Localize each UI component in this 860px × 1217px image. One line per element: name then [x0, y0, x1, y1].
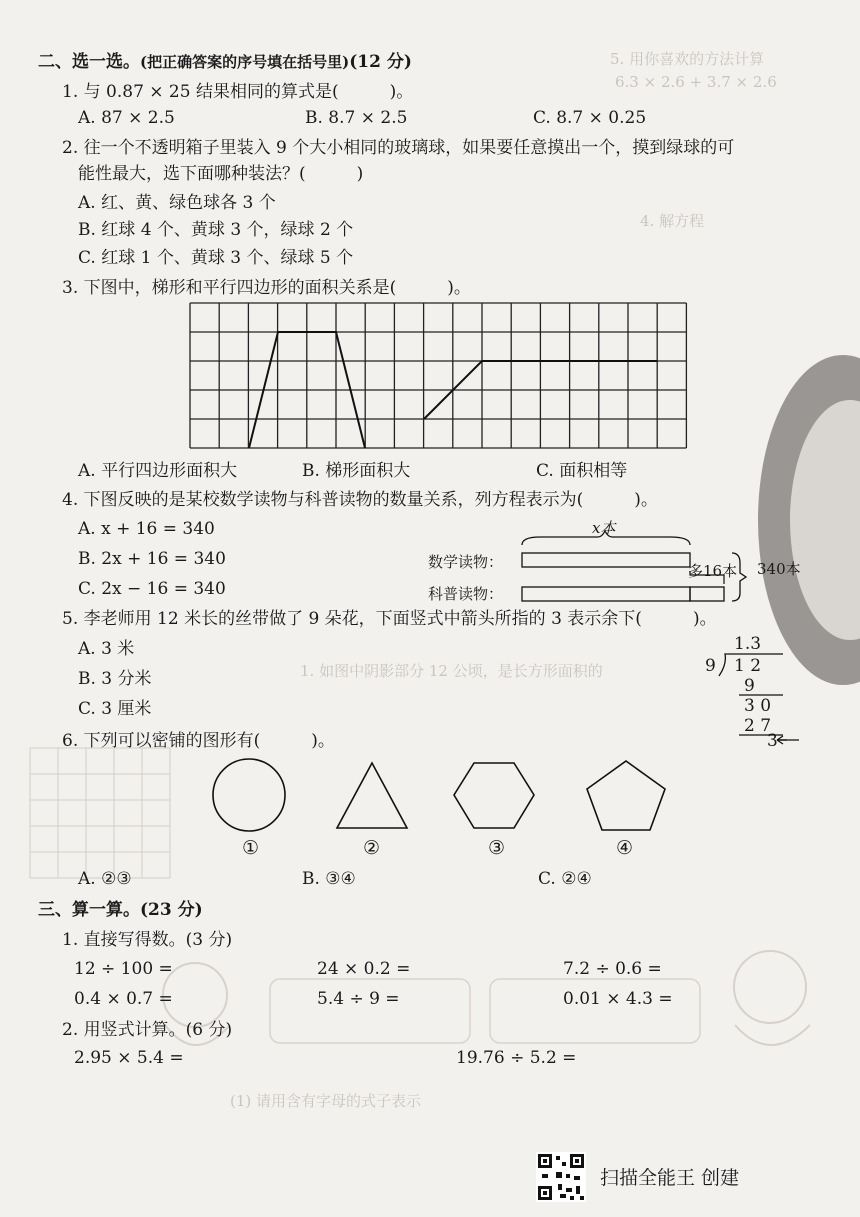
q2-stem-line1: 2. 往一个不透明箱子里装入 9 个大小相同的玻璃球，如果要任意摸出一个，摸到绿球的可	[62, 138, 735, 158]
scanner-watermark: 扫描全能王 创建	[600, 1167, 740, 1189]
q6-option-c[interactable]: C. ②④	[538, 869, 592, 889]
q4-option-b[interactable]: B. 2x + 16 = 340	[78, 549, 226, 569]
faint-dot-grid	[30, 748, 180, 883]
division-quotient: 1.3	[734, 634, 762, 654]
q4-option-a[interactable]: A. x + 16 = 340	[78, 519, 215, 539]
shape-label-1: ①	[242, 837, 260, 859]
part-1-title: 1. 直接写得数。(3 分)	[62, 930, 233, 950]
q6-option-b[interactable]: B. ③④	[302, 869, 356, 889]
triangle-shape	[337, 763, 407, 828]
qr-code-icon	[536, 1152, 586, 1202]
q6-shapes	[210, 758, 670, 836]
hexagon-shape	[454, 763, 534, 828]
q2-stem-line2: 能性最大，选下面哪种装法？( )	[78, 164, 364, 184]
q5-option-c[interactable]: C. 3 厘米	[78, 699, 152, 719]
division-step-3: 2 7	[744, 716, 772, 736]
expr-1: 12 ÷ 100 =	[74, 959, 173, 979]
science-bar	[522, 587, 690, 601]
q1-option-b[interactable]: B. 8.7 × 2.5	[305, 108, 408, 128]
division-step-1: 9	[744, 676, 755, 696]
expr-8: 19.76 ÷ 5.2 =	[456, 1048, 577, 1068]
q4-line-diagram	[520, 535, 780, 615]
q2-option-c[interactable]: C. 红球 1 个、黄球 3 个、绿球 5 个	[78, 248, 354, 268]
pentagon-shape	[587, 761, 665, 830]
part-2-title: 2. 用竖式计算。(6 分)	[62, 1020, 233, 1040]
math-bar	[522, 553, 690, 567]
extra-16-bar	[690, 587, 724, 601]
q2-option-b[interactable]: B. 红球 4 个、黄球 3 个，绿球 2 个	[78, 220, 354, 240]
division-dividend: 1 2	[734, 656, 762, 676]
q5-option-b[interactable]: B. 3 分米	[78, 669, 152, 689]
q4-math-label: 数学读物：	[428, 553, 504, 571]
bleed-through-text: 1. 如图中阴影部分 12 公顷，是长方形面积的	[300, 662, 603, 680]
bleed-through-text: 4. 解方程	[640, 212, 705, 230]
bleed-through-text: (1) 请用含有字母的式子表示	[230, 1092, 422, 1110]
expr-4: 0.4 × 0.7 =	[74, 989, 173, 1009]
more-brace	[690, 571, 724, 584]
expr-5: 5.4 ÷ 9 =	[317, 989, 400, 1009]
q3-grid-figure	[190, 303, 690, 451]
q3-option-b[interactable]: B. 梯形面积大	[302, 461, 411, 481]
q3-option-a[interactable]: A. 平行四边形面积大	[78, 461, 238, 481]
bleed-through-text: 6.3 × 2.6 + 3.7 × 2.6	[615, 73, 777, 91]
q5-stem: 5. 李老师用 12 米长的丝带做了 9 朵花，下面竖式中箭头所指的 3 表示余下( )。	[62, 609, 717, 629]
q4-more-label: 多16本	[688, 562, 738, 580]
expr-6: 0.01 × 4.3 =	[563, 989, 673, 1009]
faint-cartoon-boy	[715, 945, 825, 1065]
q4-option-c[interactable]: C. 2x − 16 = 340	[78, 579, 226, 599]
faint-speech-boxes	[260, 975, 720, 1055]
arrow-icon	[777, 736, 799, 744]
shape-label-4: ④	[616, 837, 634, 859]
q1-option-c[interactable]: C. 8.7 × 0.25	[533, 108, 647, 128]
circle-shape	[213, 759, 285, 831]
q4-science-label: 科普读物：	[428, 585, 504, 603]
bleed-through-text: 5. 用你喜欢的方法计算	[610, 50, 765, 68]
division-lines	[715, 652, 805, 752]
q4-stem: 4. 下图反映的是某校数学读物与科普读物的数量关系，列方程表示为( )。	[62, 490, 658, 510]
q4-total-label: 340本	[757, 560, 801, 578]
section-2-title: 二、选一选。(把正确答案的序号填在括号里)(12 分)	[38, 52, 412, 72]
total-brace	[732, 553, 746, 601]
q1-stem: 1. 与 0.87 × 25 结果相同的算式是( )。	[62, 82, 414, 102]
x-brace	[522, 531, 690, 545]
q1-option-a[interactable]: A. 87 × 2.5	[78, 108, 175, 128]
expr-2: 24 × 0.2 =	[317, 959, 411, 979]
q3-option-c[interactable]: C. 面积相等	[536, 461, 628, 481]
shape-label-2: ②	[363, 837, 381, 859]
q5-option-a[interactable]: A. 3 米	[78, 639, 135, 659]
q2-option-a[interactable]: A. 红、黄、绿色球各 3 个	[78, 193, 276, 213]
q6-option-a[interactable]: A. ②③	[78, 869, 132, 889]
division-remainder: 3	[767, 731, 778, 751]
expr-3: 7.2 ÷ 0.6 =	[563, 959, 662, 979]
shape-label-3: ③	[488, 837, 506, 859]
division-divisor: 9	[705, 656, 716, 676]
q4-x-label: x本	[592, 519, 616, 537]
q3-stem: 3. 下图中，梯形和平行四边形的面积关系是( )。	[62, 278, 471, 298]
section-3-title: 三、算一算。(23 分)	[38, 900, 203, 920]
q6-stem: 6. 下列可以密铺的图形有( )。	[62, 731, 335, 751]
expr-7: 2.95 × 5.4 =	[74, 1048, 184, 1068]
division-step-2: 3 0	[744, 696, 772, 716]
